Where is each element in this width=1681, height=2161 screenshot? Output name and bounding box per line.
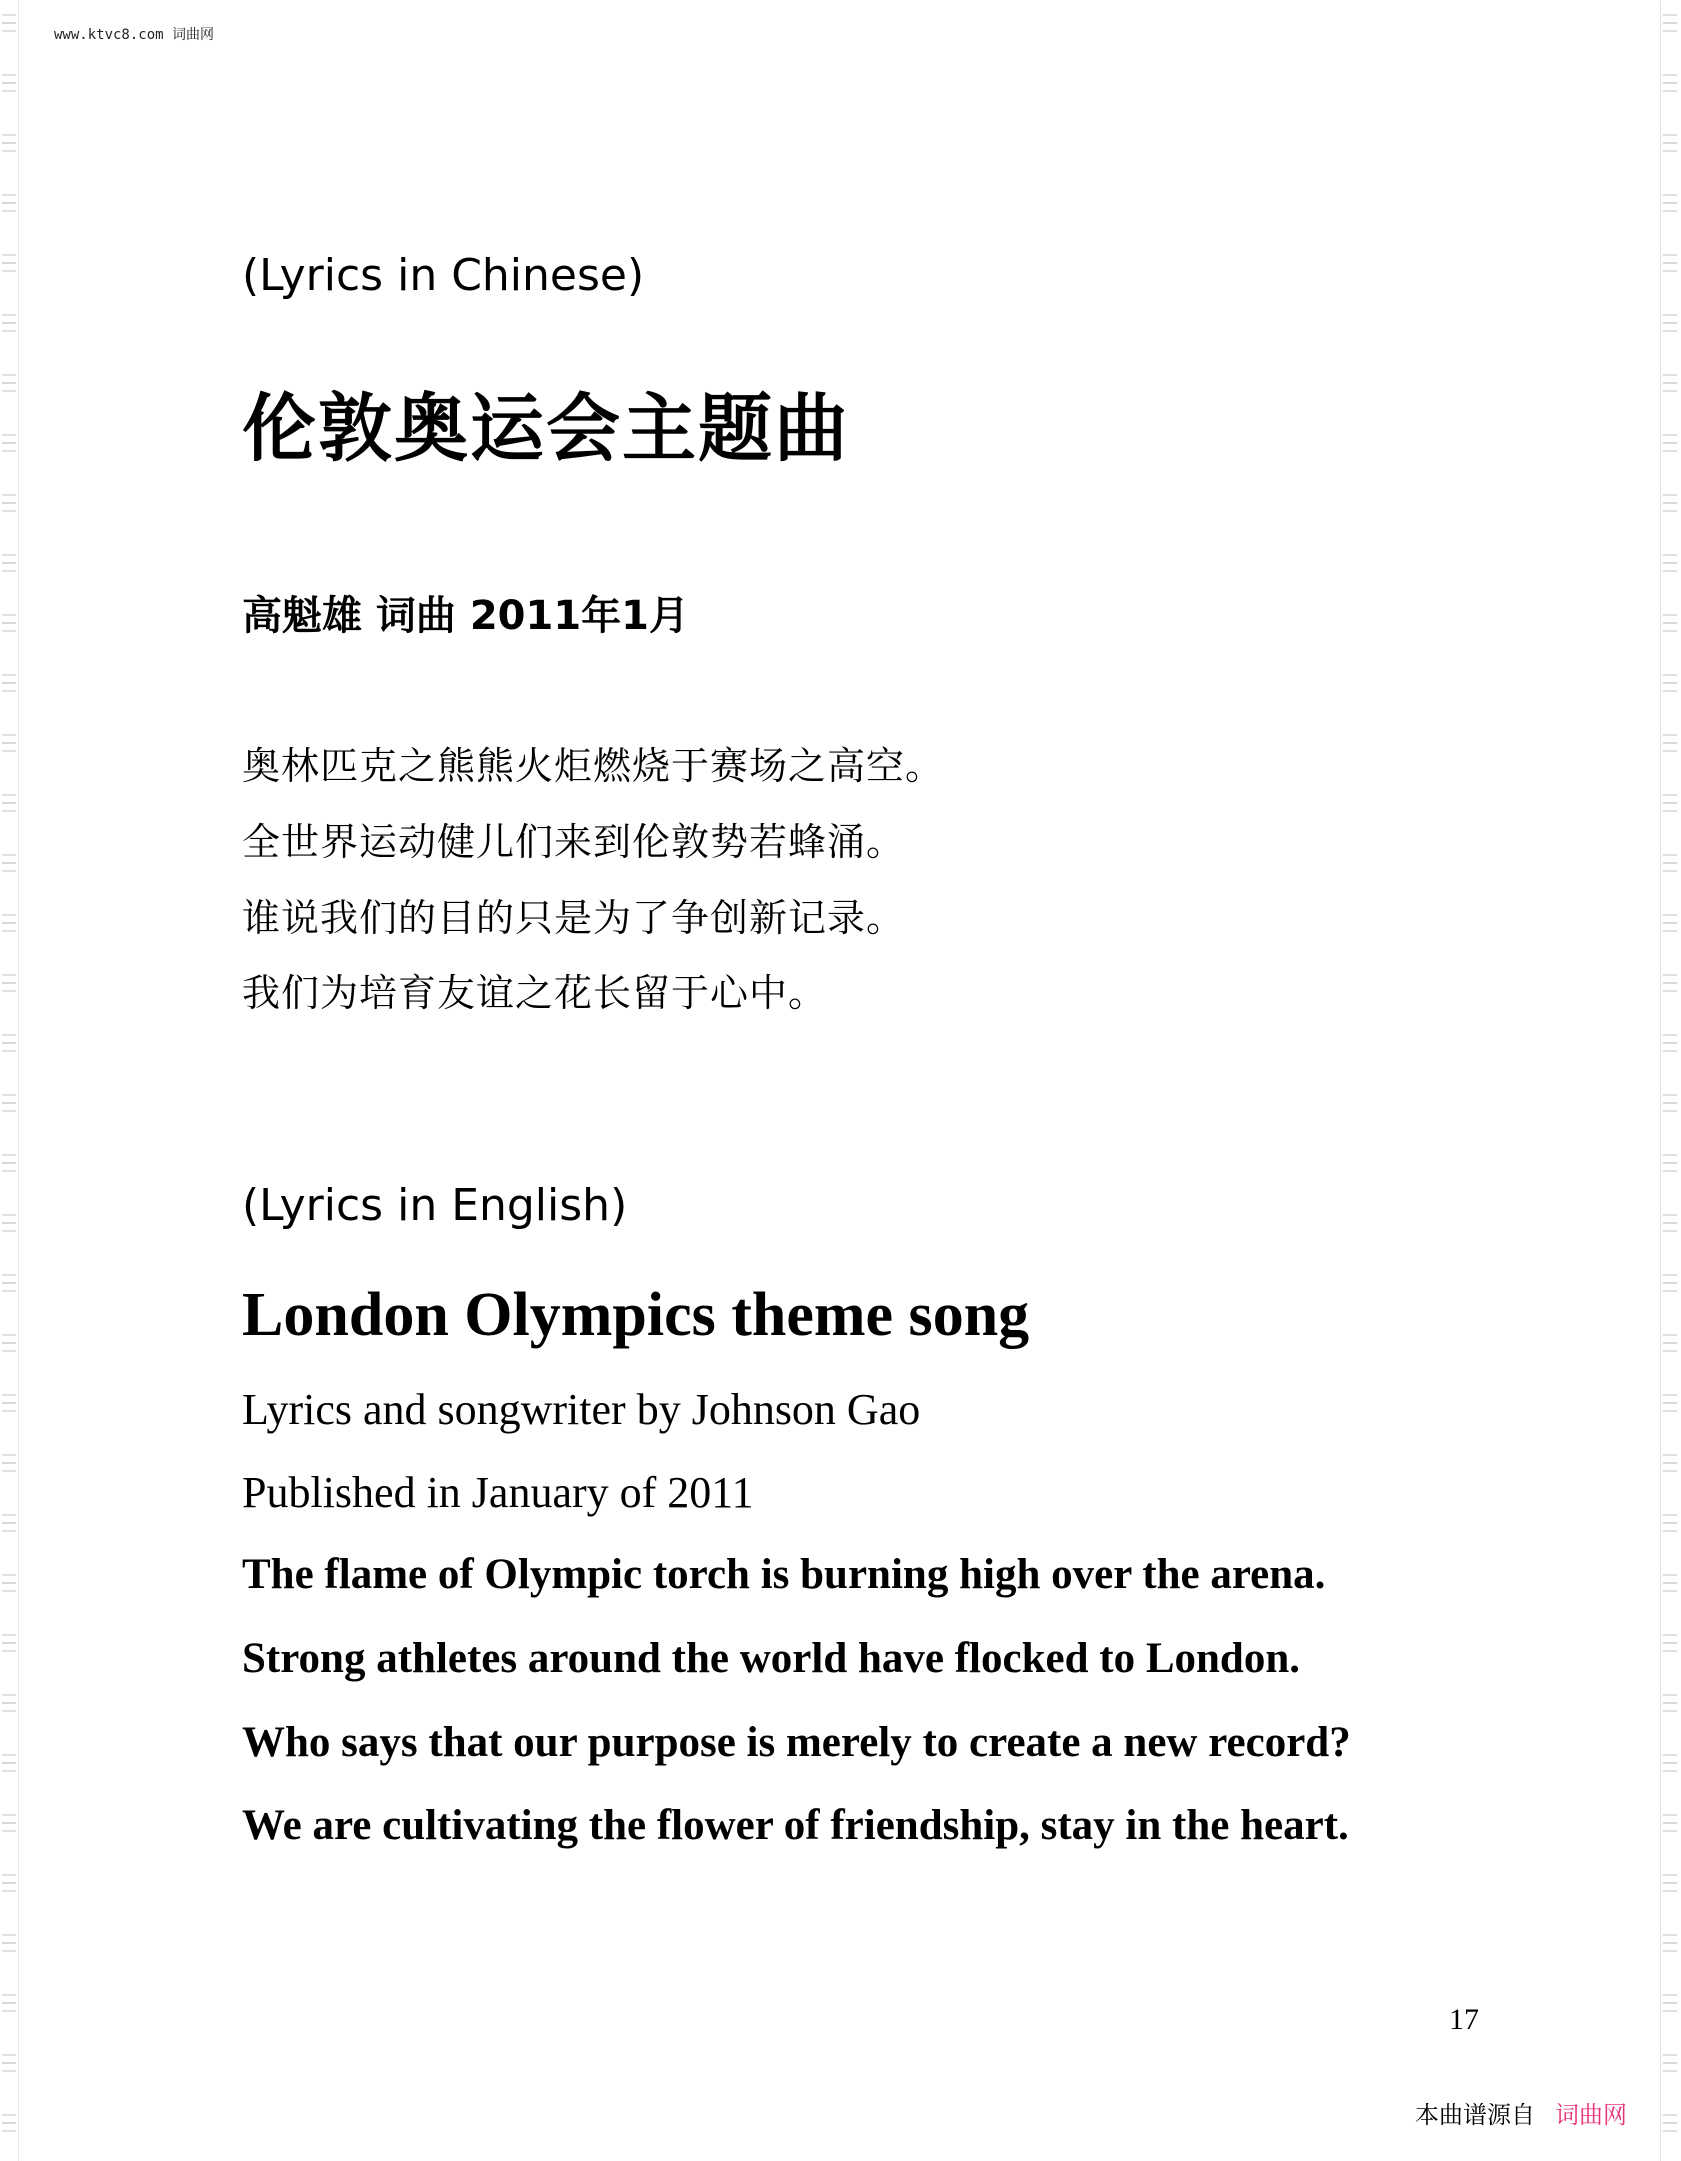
english-published: Published in January of 2011	[242, 1468, 754, 1517]
chinese-lyric-line-1: 奥林匹克之熊熊火炬燃烧于赛场之高空。	[242, 744, 945, 788]
chinese-title: 伦敦奥运会主题曲	[242, 386, 850, 472]
footer-source	[1415, 2095, 1627, 2130]
chinese-lyric-line-2: 全世界运动健儿们来到伦敦势若蜂涌。	[242, 820, 906, 864]
english-lyric-line-3: Who says that our purpose is merely to create a new record?	[242, 1719, 1351, 1766]
right-margin-line	[1660, 0, 1661, 2161]
english-byline: Lyrics and songwriter by Johnson Gao	[242, 1385, 921, 1434]
right-watermark-strip	[1663, 0, 1677, 2161]
chinese-author-line: 高魁雄 词曲 2011年1月	[242, 593, 690, 639]
english-lyric-line-2: Strong athletes around the world have flocked to London.	[242, 1635, 1300, 1682]
english-lyric-line-1: The flame of Olympic torch is burning high over the arena.	[242, 1551, 1326, 1598]
site-url: www.ktvc8.com 词曲网	[54, 27, 215, 43]
english-title: London Olympics theme song	[242, 1281, 1030, 1349]
footer-brand-link[interactable]: 词曲网	[1555, 2101, 1627, 2129]
left-margin-line	[18, 0, 19, 2161]
english-lyric-line-4: We are cultivating the flower of friendship, stay in the heart.	[242, 1802, 1349, 1849]
chinese-lyric-line-4: 我们为培育友谊之花长留于心中。	[242, 971, 828, 1015]
page-number: 17	[1449, 2003, 1479, 2036]
chinese-section-label: (Lyrics in Chinese)	[242, 250, 645, 301]
left-watermark-strip	[2, 0, 16, 2161]
english-section-label: (Lyrics in English)	[242, 1180, 628, 1231]
footer-source-text: 本曲谱源自	[1415, 2101, 1535, 2129]
chinese-lyric-line-3: 谁说我们的目的只是为了争创新记录。	[242, 896, 906, 940]
